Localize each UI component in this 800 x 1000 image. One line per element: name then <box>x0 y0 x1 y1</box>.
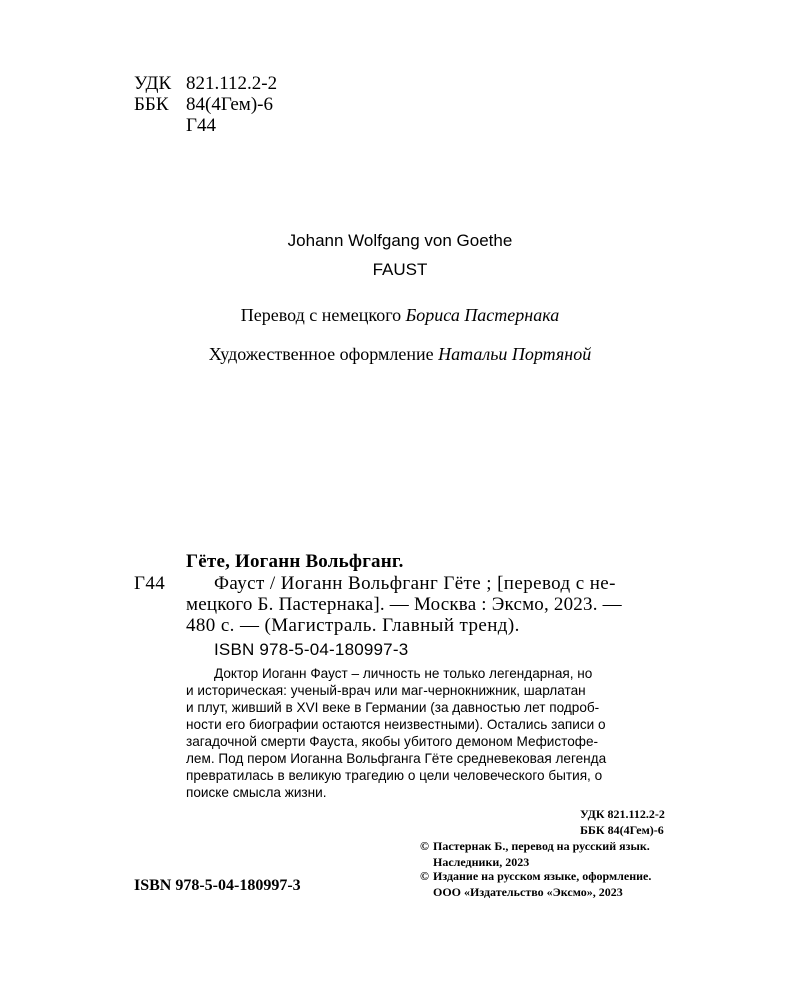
copyright-icon: © <box>420 869 429 883</box>
udk-label: УДК <box>134 73 172 94</box>
copyright-icon: © <box>420 839 429 853</box>
copyright-2 <box>420 868 651 884</box>
annotation-bbk: ББК 84(4Гем)-6 <box>580 823 664 837</box>
copyright-2-line1: Издание на русском языке, оформление. <box>433 869 652 883</box>
bib-line-1: Фауст / Иоганн Вольфганг Гёте ; [перевод с не- <box>214 573 616 594</box>
translation-credit <box>0 305 800 326</box>
annotation-line-4: ности его биографии остаются неизвестными). Остались записи о <box>186 717 606 732</box>
author-mark-top: Г44 <box>186 115 216 136</box>
annotation-line-6: лем. Под пером Иоганна Вольфганга Гёте средневековая легенда <box>186 751 607 766</box>
design-credit <box>0 344 800 365</box>
original-title: FAUST <box>372 260 428 279</box>
copyright-1-line2: Наследники, 2023 <box>433 855 530 869</box>
designer-name: Натальи Портяной <box>438 344 592 364</box>
annotation-line-3: и плут, живший в XVI веке в Германии (за давностью лет подроб- <box>186 700 600 715</box>
bib-line-2: мецкого Б. Пастернака]. — Москва : Эксмо, 2023. — <box>186 594 622 615</box>
annotation-line-8: поиске смысла жизни. <box>186 785 327 800</box>
design-prefix: Художественное оформление <box>208 344 434 364</box>
translator-name: Бориса Пастернака <box>405 305 560 325</box>
bib-heading: Гёте, Иоганн Вольфганг. <box>186 551 404 572</box>
udk-line <box>134 73 277 94</box>
copyright-1-line1: Пастернак Б., перевод на русский язык. <box>433 839 650 853</box>
copyright-1 <box>420 838 650 854</box>
bib-isbn: ISBN 978-5-04-180997-3 <box>214 640 409 659</box>
bbk-value: 84(4Гем)-6 <box>186 94 273 115</box>
bbk-label: ББК <box>134 94 169 115</box>
copyright-2-line2: ООО «Издательство «Эксмо», 2023 <box>433 885 623 899</box>
original-author: Johann Wolfgang von Goethe <box>287 231 513 250</box>
bib-author-mark: Г44 <box>134 573 166 594</box>
bib-line-3: 480 с. — (Магистраль. Главный тренд). <box>186 615 520 636</box>
annotation-udk: УДК 821.112.2-2 <box>580 807 665 821</box>
translation-prefix: Перевод с немецкого <box>240 305 402 325</box>
footer-isbn: ISBN 978-5-04-180997-3 <box>134 877 301 894</box>
bbk-line <box>134 94 273 115</box>
annotation-line-1: Доктор Иоганн Фауст – личность не только легендарная, но <box>214 666 593 681</box>
annotation-line-5: загадочной смерти Фауста, якобы убитого демоном Мефистофе- <box>186 734 599 749</box>
annotation-line-2: и историческая: ученый-врач или маг-чернокнижник, шарлатан <box>186 683 586 698</box>
annotation-line-7: превратилась в великую трагедию о цели человеческого бытия, о <box>186 768 603 783</box>
udk-value: 821.112.2-2 <box>186 73 278 94</box>
